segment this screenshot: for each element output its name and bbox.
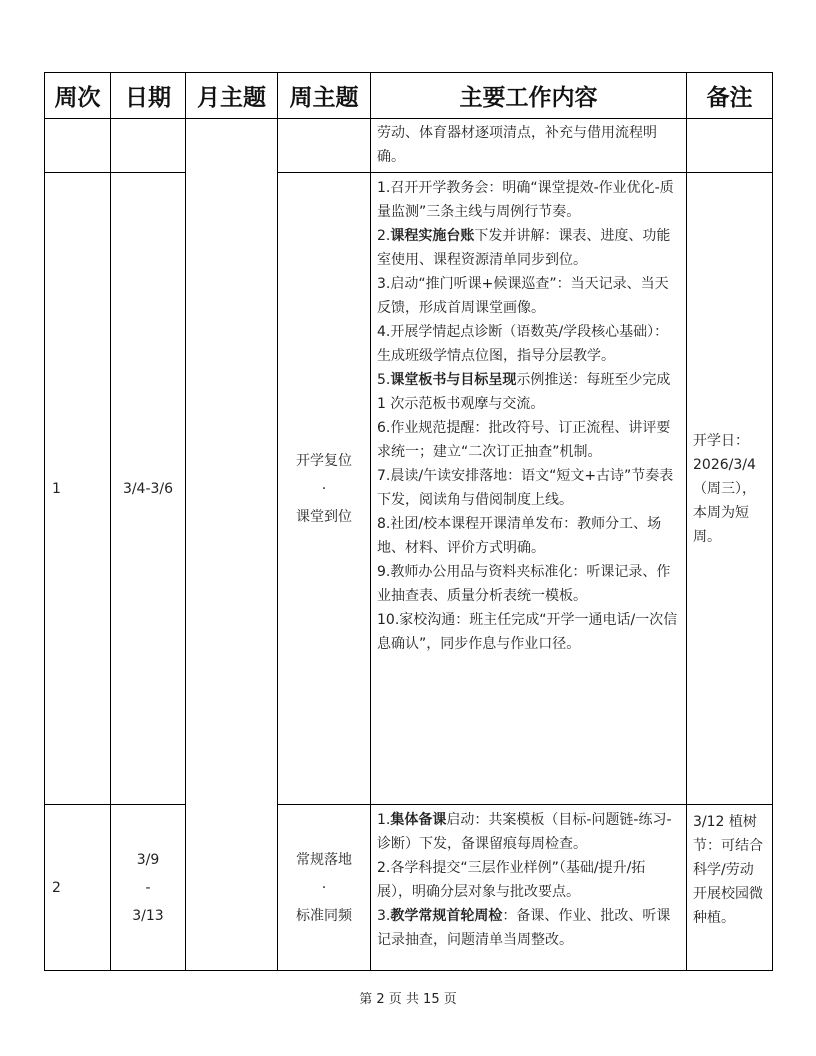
week-theme-separator: · [321, 480, 327, 497]
list-item: 8.社团/校本课程开课清单发布：教师分工、场地、材料、评价方式明确。 [377, 516, 662, 556]
note-cell [687, 173, 773, 805]
header-date: 日期 [111, 73, 186, 119]
page-footer: 第 2 页 共 15 页 [359, 992, 457, 1007]
header-week-theme: 周主题 [278, 73, 371, 119]
cont-theme-cell [278, 119, 371, 173]
header-week: 周次 [45, 73, 111, 119]
date-start: 3/9 [136, 851, 160, 868]
week-theme-separator: · [321, 879, 327, 896]
list-item: 1.召开开学教务会：明确“课堂提效-作业优化-质量监测”三条主线与周例行节奏。 [377, 180, 674, 220]
list-item: 3.启动“推门听课+候课巡查”：当天记录、当天反馈，形成首周课堂画像。 [377, 276, 669, 316]
header-row [45, 73, 773, 119]
header-month-theme: 月主题 [186, 73, 278, 119]
work-content-cell [371, 805, 687, 971]
date-separator: - [145, 879, 151, 896]
list-item: 7.晨读/午读安排落地：语文“短文+古诗”节奏表下发，阅读角与借阅制度上线。 [377, 468, 674, 508]
list-item: 10.家校沟通：班主任完成“开学一通电话/一次信息确认”，同步作息与作业口径。 [377, 612, 678, 652]
week-theme-top: 常规落地 [296, 851, 352, 868]
list-item: 1.集体备课启动：共案模板（目标-问题链-练习-诊断）下发，备课留痕每周检查。 [377, 812, 672, 852]
note-cell [687, 805, 773, 971]
cont-content-cell [371, 119, 687, 173]
header-notes: 备注 [687, 73, 773, 119]
week-number: 2 [45, 805, 111, 971]
list-item: 2.各学科提交“三层作业样例”（基础/提升/拓展），明确分层对象与批改要点。 [377, 860, 646, 900]
month-theme-cell [186, 119, 278, 971]
week-theme-bottom: 标准同频 [296, 907, 352, 924]
week-theme-top: 开学复位 [296, 452, 352, 469]
date-range: 3/4-3/6 [111, 173, 186, 805]
continuation-row [45, 119, 773, 173]
week-theme-bottom: 课堂到位 [296, 508, 352, 525]
header-main-content: 主要工作内容 [371, 73, 687, 119]
list-item: 4.开展学情起点诊断（语数英/学段核心基础）：生成班级学情点位图，指导分层教学。 [377, 324, 669, 364]
work-content-cell [371, 173, 687, 805]
table-row [45, 805, 773, 971]
cont-note-cell [687, 119, 773, 173]
list-item: 6.作业规范提醒：批改符号、订正流程、讲评要求统一；建立“二次订正抽查”机制。 [377, 420, 671, 460]
date-end: 3/13 [132, 907, 164, 924]
note-text: 3/12 植树节：可结合科学/劳动开展校园微种植。 [693, 814, 763, 926]
schedule-table [44, 72, 773, 971]
note-text: 开学日：2026/3/4（周三），本周为短周。 [693, 432, 756, 545]
week-theme [278, 173, 371, 805]
list-item: 9.教师办公用品与资料夹标准化：听课记录、作业抽查表、质量分析表统一模板。 [377, 564, 671, 604]
list-item: 3.教学常规首轮周检：备课、作业、批改、听课记录抽查，问题清单当周整改。 [377, 908, 671, 948]
cont-date-cell [111, 119, 186, 173]
week-theme [278, 805, 371, 971]
cont-content-text: 劳动、体育器材逐项清点，补充与借用流程明确。 [377, 125, 657, 165]
date-range [111, 805, 186, 971]
cont-week-cell [45, 119, 111, 173]
list-item: 5.课堂板书与目标呈现示例推送：每班至少完成 1 次示范板书观摩与交流。 [377, 372, 671, 412]
table-row [45, 173, 773, 805]
list-item: 2.课程实施台账下发并讲解：课表、进度、功能室使用、课程资源清单同步到位。 [377, 228, 671, 268]
week-number: 1 [45, 173, 111, 805]
